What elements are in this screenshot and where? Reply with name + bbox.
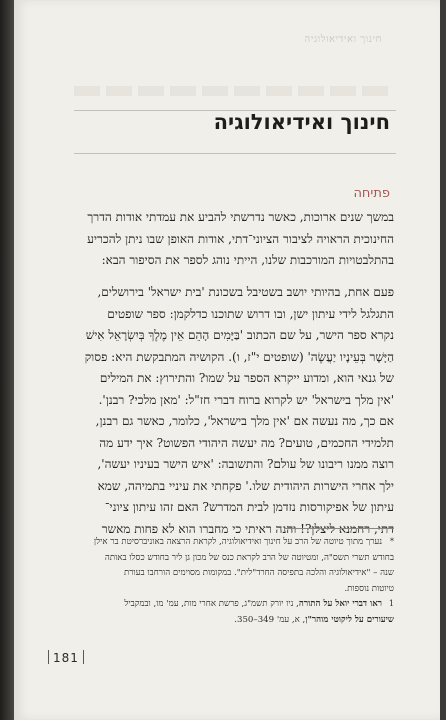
show-through-text	[68, 86, 388, 96]
footnote-1	[38, 596, 394, 628]
footnote-text: נערך מתוך טיוטה של הרב על חינוך ואידיאולוגיה, לקראת הרצאה באוניברסיטת בר אילן	[93, 537, 382, 547]
footnote-line: טיוטות נוספות.	[344, 583, 394, 594]
footnote-citation-title: שיעורים על ליקוטי מוהר"ן	[305, 614, 394, 625]
text-line: 'אין מלך בישראל' יש לקרוא ברוח דברי חז"ל: 'מאן מלכי? רבנן'.	[98, 392, 394, 407]
text-line: ילך אחרי הישרות היהודית שלו.' פקחתי את עיניי בתמיהה, שמא	[97, 478, 394, 493]
book-page	[14, 0, 440, 720]
section-heading: פתיחה	[353, 186, 390, 201]
footnote-line	[38, 613, 394, 629]
running-head: חינוך ואידיאולוגיה	[304, 34, 382, 45]
text-line: רוצה ממנו ריבונו של עולם? והתשובה: 'איש הישר בעיניו יעשה',	[97, 457, 394, 471]
intro-paragraph	[42, 207, 394, 272]
page-number-bar	[48, 650, 49, 664]
text-line: בהתלבטויות המורכבות שלנו, הייתי נוהג לספר את הסיפור הבא:	[101, 253, 394, 267]
book-gutter	[0, 0, 14, 720]
title-rule-bottom	[74, 153, 396, 154]
footnote-text: , א, עמ' 349–350.	[234, 614, 306, 625]
footnote-star	[38, 534, 394, 597]
text-line: התגלגל לידי עיתון ישן, ובו דרוש שתוכנו כדלקמן: ספר שופטים	[107, 306, 394, 321]
text-line: פעם אחת, בהיותי יושב בשטיבל בשכונת 'בית ישראל' בירושלים,	[97, 285, 394, 299]
footnote-line	[38, 534, 394, 551]
story-paragraph	[42, 282, 394, 540]
text-line: החינוכית הראויה לציבור הציוני־דתי, אודות האופן שבו ניתן להכריע	[87, 231, 394, 246]
text-line: במשך שנים ארוכות, כאשר נדרשתי להביע את עמדתי אודות הדרך	[87, 210, 394, 224]
footnote-marker: 1	[388, 599, 394, 608]
text-line: דתי, רחמנא ליצלן?! והנה ראיתי כי מחברו הוא לא פחות מאשר	[101, 521, 394, 536]
footnote-line	[38, 596, 394, 613]
text-line: הַיָּשָׁר בְּעֵינָיו יַעֲשֶׂה' (שופטים י"ז, ו). הקושיה המתבקשת היא: פסוק	[84, 349, 394, 364]
footnote-separator	[284, 528, 394, 529]
page-number-bar	[83, 650, 84, 664]
text-line: של גנאי הוא, ומדוע ייקרא הספר על שמו? והתירוץ: את המילים	[99, 371, 394, 385]
footnote-citation-title: ראו דברי יואל על התורה	[298, 599, 382, 609]
page-number-text: 181	[53, 651, 79, 665]
chapter-title: חינוך ואידיאולוגיה	[213, 110, 390, 134]
page-number	[44, 650, 88, 665]
footnote-marker: *	[390, 537, 394, 546]
text-line: תלמידי החכמים, טועים? מה יעשה היהודי הפשוט? איך ידע מה	[99, 435, 394, 450]
text-line: אם כך, מה נעשה אם 'אין מלך בישראל', כלומר, כאשר גם רבנן,	[95, 414, 394, 428]
text-line: נקרא ספר הישר, על שם הכתוב 'בַּיָּמִים הָהֵם אֵין מֶלֶךְ בְּיִשְׂרָאֵל אִישׁ	[85, 328, 394, 342]
footnote-line: שנה – "אידיאולוגיה והלכה בתפיסה החרד"לית". במקומות מסוימים הורחבו בעורת	[123, 568, 394, 578]
footnote-line: בחודש תשרי תשס"ה, ומטיוטה של הרב לקראת כנס של מכון גן ליר בחודש כסלו באותה	[104, 552, 394, 563]
footnote-text: , ניו יורק תשמ"ג, פרשת אחרי מות, עמ' מו, ובמקביל	[124, 599, 299, 609]
text-line: עיתון של אפיקורסות נזדמן לבית המדרש? האם זהו עיתון ציוני־	[104, 500, 394, 514]
